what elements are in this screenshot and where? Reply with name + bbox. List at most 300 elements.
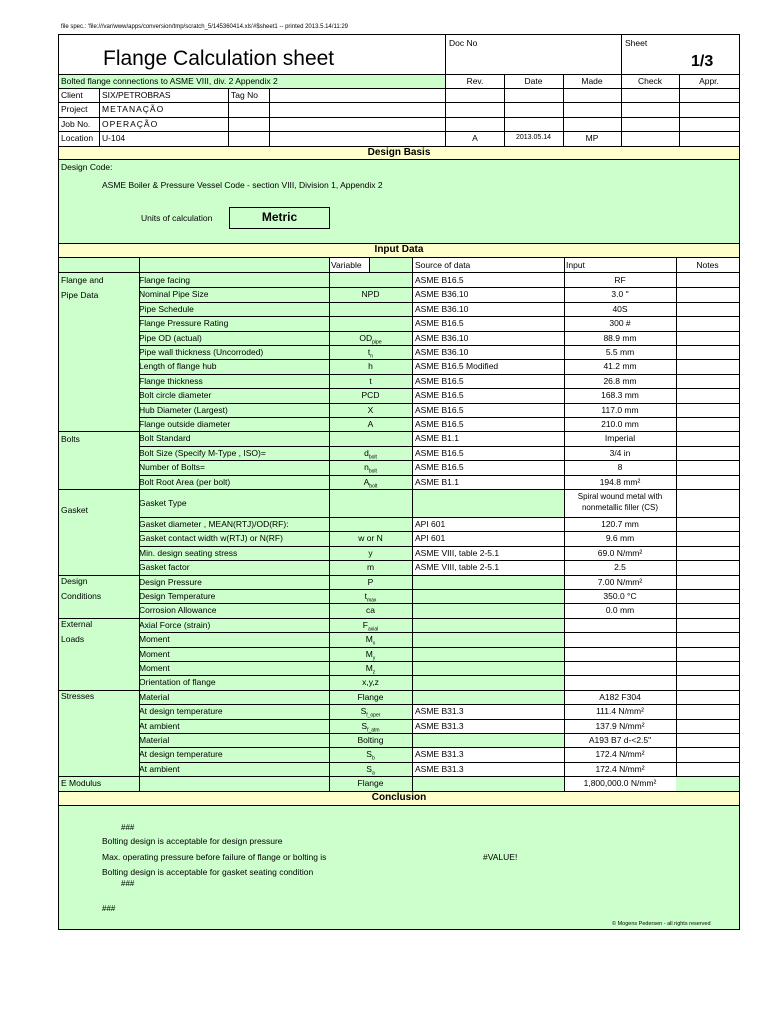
source-value: ASME B1.1 [415,476,459,487]
grid-line [676,747,739,748]
grid-line [676,316,739,317]
variable-name: t [364,591,367,601]
source-value: ASME B16.5 [415,419,464,429]
sheet-label: Sheet [625,38,648,48]
variable-name: S [361,720,368,731]
grid-line [676,704,739,705]
variable-name: ca [366,605,375,616]
variable-subscript: bolt [368,454,377,461]
notes-col-header: Notes [696,260,719,270]
grid-line [676,661,739,662]
input-value: 88.9 mm [603,332,637,343]
grid-line [59,618,676,619]
parameter-label: Gasket contact width w(RTJ) or N(RF) [139,533,283,544]
variable-symbol [329,376,412,386]
notes-cell[interactable] [676,603,739,617]
parameter-label: Moment [139,634,170,645]
group-design-line1: Design [61,576,88,586]
group-gasket: Gasket [61,505,88,515]
made-value: MP [585,133,599,143]
grid-line [139,460,676,461]
input-value: A193 B7 d-<2.5" [588,735,652,745]
grid-line [139,546,676,547]
grid-line [676,589,739,590]
notes-cell[interactable] [676,460,739,474]
grid-line [676,776,739,777]
notes-cell[interactable] [676,517,739,531]
variable-name: OD [359,332,373,343]
design-code-label: Design Code: [61,162,113,172]
job-value: OPERAÇÃO [102,119,159,129]
grid-line [59,431,676,432]
grid-line [676,733,739,734]
source-value: ASME B31.3 [415,763,464,774]
input-value: A182 F304 [599,691,641,702]
grid-line [676,690,739,691]
variable-symbol [329,692,412,702]
parameter-label: At design temperature [139,706,223,717]
variable-subscript: n [370,353,374,360]
variable-name: P [367,576,374,587]
client-value: SIX/PETROBRAS [102,90,171,100]
grid-line [676,331,739,332]
parameter-label: Gasket Type [139,498,187,508]
source-value: ASME B36.10 [415,347,469,357]
grid-line [139,345,676,346]
notes-cell[interactable] [676,273,739,287]
grid-line [676,517,739,518]
variable-symbol [329,735,412,745]
notes-cell[interactable] [676,331,739,345]
variable-symbol [329,419,412,429]
grid-line [676,575,739,576]
variable-name: S [366,763,372,774]
grid-line [676,489,739,490]
input-value: 7.00 N/mm² [597,576,643,587]
parameter-label: At ambient [139,720,180,731]
notes-cell[interactable] [676,316,739,330]
variable-subscript: axial [367,626,379,633]
grid-line [139,302,676,303]
grid-line [412,258,413,791]
conclusion-line-3: Bolting design is acceptable for gasket seating condition [102,867,314,877]
grid-line [329,258,330,791]
conclusion-title: Conclusion [371,792,427,803]
input-col-header: Input [566,260,585,270]
variable-symbol [329,390,412,400]
parameter-label: Hub Diameter (Largest) [139,404,228,415]
parameter-label: Moment [139,648,170,659]
source-value: ASME B31.3 [415,749,464,760]
variable-subscript: z [372,669,376,676]
parameter-label: Flange facing [139,275,191,285]
date-value: 2013.05.14 [515,134,552,141]
variable-name: X [367,404,374,415]
variable-subscript: pipe [372,339,382,346]
notes-cell[interactable] [676,675,739,689]
grid-line [676,287,739,288]
notes-cell[interactable] [676,403,739,417]
source-value: ASME B16.5 [415,375,464,386]
notes-cell[interactable] [676,704,739,718]
input-cell[interactable] [564,647,676,661]
input-value: 1,800,000.0 N/mm² [583,778,657,789]
grid-line [676,388,739,389]
grid-line [139,747,676,748]
grid-line [676,719,739,720]
parameter-label: Flange thickness [139,375,203,386]
input-value: 3/4 in [609,447,631,458]
input-value: 69.0 N/mm² [597,547,643,558]
parameter-label: Min. design seating stress [139,547,238,558]
doc-no-label: Doc No [449,38,478,48]
grid-line [676,762,739,763]
source-value: ASME B16.5 [415,318,464,329]
input-value: Imperial [604,433,636,444]
input-value: 172.4 N/mm² [595,749,645,760]
grid-line [139,287,676,288]
grid-line [139,417,676,418]
variable-col-header: Variable [331,260,362,270]
source-value: ASME B1.1 [415,433,459,444]
variable-subscript: bolt [369,483,378,490]
input-cell[interactable] [564,632,676,646]
grid-line [59,489,676,490]
grid-line [369,258,370,272]
variable-subscript: bolt [368,468,377,475]
client-label: Client [61,90,83,100]
notes-cell[interactable] [676,345,739,359]
input-value: 40S [612,303,628,314]
notes-cell[interactable] [676,287,739,301]
input-value: 120.7 mm [601,519,639,529]
notes-cell[interactable] [676,690,739,704]
location-label: Location [61,133,94,143]
grid-line [139,589,676,590]
grid-line [139,388,676,389]
grid-line [139,733,676,734]
grid-line [139,475,676,476]
grid-line [139,661,676,662]
input-value: 137.9 N/mm² [595,720,645,731]
parameter-label: Corrosion Allowance [139,605,217,616]
variable-name: x,y,z [362,677,379,688]
notes-cell[interactable] [676,575,739,589]
grid-line [139,762,676,763]
grid-line [139,258,140,791]
units-selector[interactable]: Metric [229,207,330,229]
parameter-label: Material [139,691,170,702]
input-value: Spiral wound metal with nonmetallic filler (CS) [577,492,663,512]
input-value: 210.0 mm [601,419,639,429]
parameter-label: Gasket factor [139,562,190,573]
conclusion-line-1: Bolting design is acceptable for design pressure [102,836,283,846]
design-basis-title: Design Basis [367,147,431,158]
notes-cell[interactable] [676,446,739,460]
variable-subscript: x [372,640,376,647]
grid-line [564,258,565,791]
parameter-label: Bolt Root Area (per bolt) [139,476,231,487]
source-value: ASME B31.3 [415,706,464,717]
grid-line [676,302,739,303]
notes-cell[interactable] [676,733,739,747]
parameter-label: At design temperature [139,749,223,760]
conclusion-line-2: Max. operating pressure before failure of flange or bolting is [102,852,327,862]
input-value: RF [614,275,626,285]
grid-line [139,675,676,676]
copyright: © Mogens Pedersen - all rights reserved [612,921,711,927]
source-value: ASME B16.5 Modified [415,361,499,372]
page-title: Flange Calculation sheet [103,47,335,70]
group-bolts: Bolts [61,434,80,444]
group-external-line2: Loads [61,634,85,644]
input-value: 172.4 N/mm² [595,763,645,774]
parameter-label: Bolt Standard [139,433,191,444]
grid-line [676,374,739,375]
input-value: 300 # [609,318,631,329]
grid-line [139,560,676,561]
notes-cell[interactable] [676,359,739,373]
grid-line [676,417,739,418]
grid-line [676,675,739,676]
group-stresses: Stresses [61,691,95,701]
subtitle: Bolted flange connections to ASME VIII, div. 2 Appendix 2 [61,76,278,86]
notes-cell[interactable] [676,747,739,761]
variable-name: PCD [361,390,380,401]
grid-line [139,446,676,447]
parameter-label: Flange outside diameter [139,419,231,429]
grid-line [139,704,676,705]
variable-symbol [329,361,412,371]
variable-symbol [329,405,412,415]
input-value: 5.5 mm [605,347,635,357]
notes-cell[interactable] [676,302,739,316]
grid-line [139,632,676,633]
parameter-label: Axial Force (strain) [139,619,211,630]
project-label: Project [61,104,88,114]
input-value: 2.5 [614,562,626,573]
source-value: ASME B16.5 [415,404,464,415]
input-cell[interactable] [564,675,676,689]
notes-cell[interactable] [676,374,739,388]
notes-cell[interactable] [676,531,739,545]
rev-header: Rev. [466,76,484,86]
grid-line [59,776,676,777]
variable-symbol [329,577,412,587]
grid-line [59,272,739,273]
conclusion-hash-3: ### [102,904,116,913]
flange-calculation-sheet [58,34,740,930]
source-col-header: Source of data [415,260,471,270]
tag-label: Tag No [231,90,258,100]
variable-symbol [329,778,412,788]
parameter-label: Bolt circle diameter [139,390,212,401]
variable-symbol [329,533,412,543]
parameter-label: Bolt Size (Specify M-Type , ISO)= [139,447,266,458]
input-value: 168.3 mm [601,390,639,401]
grid-line [676,647,739,648]
grid-line [139,647,676,648]
notes-cell[interactable] [676,762,739,776]
variable-name: n [364,462,369,473]
source-value: ASME VIII, table 2-5.1 [415,547,500,558]
parameter-label: Nominal Pipe Size [139,289,209,300]
grid-line [676,258,677,776]
source-value: ASME B16.5 [415,275,464,285]
conclusion-value-2: #VALUE! [483,852,518,862]
grid-line [139,517,676,518]
notes-cell[interactable] [676,431,739,445]
grid-line [139,403,676,404]
input-value: 8 [617,462,623,473]
grid-line [139,359,676,360]
group-flange-pipe-line1: Flange and [61,275,104,285]
check-header: Check [637,76,663,86]
variable-symbol [329,548,412,558]
variable-name: m [366,562,375,573]
variable-symbol [329,289,412,299]
group-e-modulus: E Modulus [61,778,102,788]
variable-name: S [360,706,367,717]
input-value: 41.2 mm [603,361,637,372]
input-cell[interactable] [564,618,676,632]
grid-line [676,531,739,532]
parameter-label: At ambient [139,763,180,774]
variable-subscript: max [366,597,377,604]
notes-cell[interactable] [676,618,739,632]
notes-cell[interactable] [676,661,739,675]
variable-name: M [365,663,373,673]
variable-name: F [362,619,368,630]
conclusion-hash-1: ### [121,823,135,832]
input-value: 194.8 mm² [599,476,641,487]
grid-line [139,316,676,317]
variable-subscript: a [371,770,375,777]
variable-name: d [364,447,369,458]
source-value: ASME B31.3 [415,720,464,731]
variable-name: S [366,749,372,760]
grid-line [676,560,739,561]
source-value: API 601 [415,519,446,529]
source-value: ASME B36.10 [415,303,469,314]
location-value: U-104 [102,133,126,143]
parameter-label: Orientation of flange [139,677,216,688]
grid-line [676,475,739,476]
parameter-label: Pipe Schedule [139,303,194,314]
grid-line [59,690,676,691]
variable-name: M [365,634,373,645]
input-value: 9.6 mm [605,533,635,544]
notes-cell[interactable] [676,417,739,431]
variable-name: w or N [358,533,383,544]
input-cell[interactable] [564,661,676,675]
notes-cell[interactable] [676,489,739,517]
variable-subscript: f_atm [367,727,380,734]
grid-line [676,345,739,346]
grid-line [139,603,676,604]
source-value: ASME B36.10 [415,289,469,300]
variable-name: A [367,419,374,429]
made-header: Made [581,76,603,86]
variable-symbol [329,605,412,615]
input-value: 111.4 N/mm² [596,706,644,717]
notes-cell[interactable] [676,719,739,733]
grid-line [676,460,739,461]
variable-symbol [329,677,412,687]
parameter-label: Design Pressure [139,576,202,587]
source-value: ASME B36.10 [415,332,469,343]
grid-line [139,331,676,332]
variable-name: A [363,476,370,487]
notes-cell[interactable] [676,546,739,560]
input-value: 350.0 °C [603,591,637,601]
notes-cell[interactable] [676,647,739,661]
grid-line [139,374,676,375]
grid-line [676,359,739,360]
variable-name: M [365,648,373,659]
variable-subscript: y [372,655,376,662]
job-label: Job No. [61,119,91,129]
conclusion-hash-2: ### [121,879,135,888]
date-header: Date [524,76,543,86]
source-value: ASME B16.5 [415,390,464,401]
notes-cell[interactable] [676,475,739,489]
notes-cell[interactable] [676,589,739,603]
notes-cell[interactable] [676,388,739,402]
parameter-label: Flange Pressure Rating [139,318,229,329]
variable-subscript: f_oper [366,712,381,719]
parameter-label: Length of flange hub [139,361,217,372]
source-value: ASME B16.5 [415,462,464,473]
grid-line [676,618,739,619]
parameter-label: Design Temperature [139,591,216,601]
grid-line [676,446,739,447]
group-flange-pipe-line2: Pipe Data [61,290,99,300]
variable-name: h [368,361,373,372]
design-code-value: ASME Boiler & Pressure Vessel Code - section VIII, Division 1, Appendix 2 [102,180,383,190]
source-value: API 601 [415,533,446,544]
parameter-label: Gasket diameter , MEAN(RTJ)/OD(RF): [139,519,289,529]
input-data-title: Input Data [374,244,424,255]
parameter-label: Material [139,735,170,745]
project-value: METANAÇÃO [102,104,165,114]
grid-line [676,546,739,547]
variable-subscript: b [371,756,375,763]
parameter-label: Pipe wall thickness (Uncorroded) [139,347,264,357]
variable-name: t [369,375,372,386]
group-external-line1: External [61,619,93,629]
variable-symbol [329,562,412,572]
notes-cell[interactable] [676,560,739,574]
input-value: 26.8 mm [603,375,637,386]
variable-name: y [368,547,373,558]
input-value: 117.0 mm [601,404,639,415]
grid-line [676,603,739,604]
grid-line [139,531,676,532]
parameter-label: Moment [139,663,170,673]
grid-line [676,431,739,432]
grid-line [139,719,676,720]
input-value: 0.0 mm [605,605,635,616]
parameter-label: Pipe OD (actual) [139,332,202,343]
source-value: ASME B16.5 [415,447,464,458]
variable-name: NPD [361,289,380,300]
variable-name: t [367,347,371,357]
variable-name: Bolting [357,735,384,745]
notes-cell[interactable] [676,632,739,646]
sheet-number: 1/3 [691,53,714,70]
parameter-label: Number of Bolts= [139,462,205,473]
